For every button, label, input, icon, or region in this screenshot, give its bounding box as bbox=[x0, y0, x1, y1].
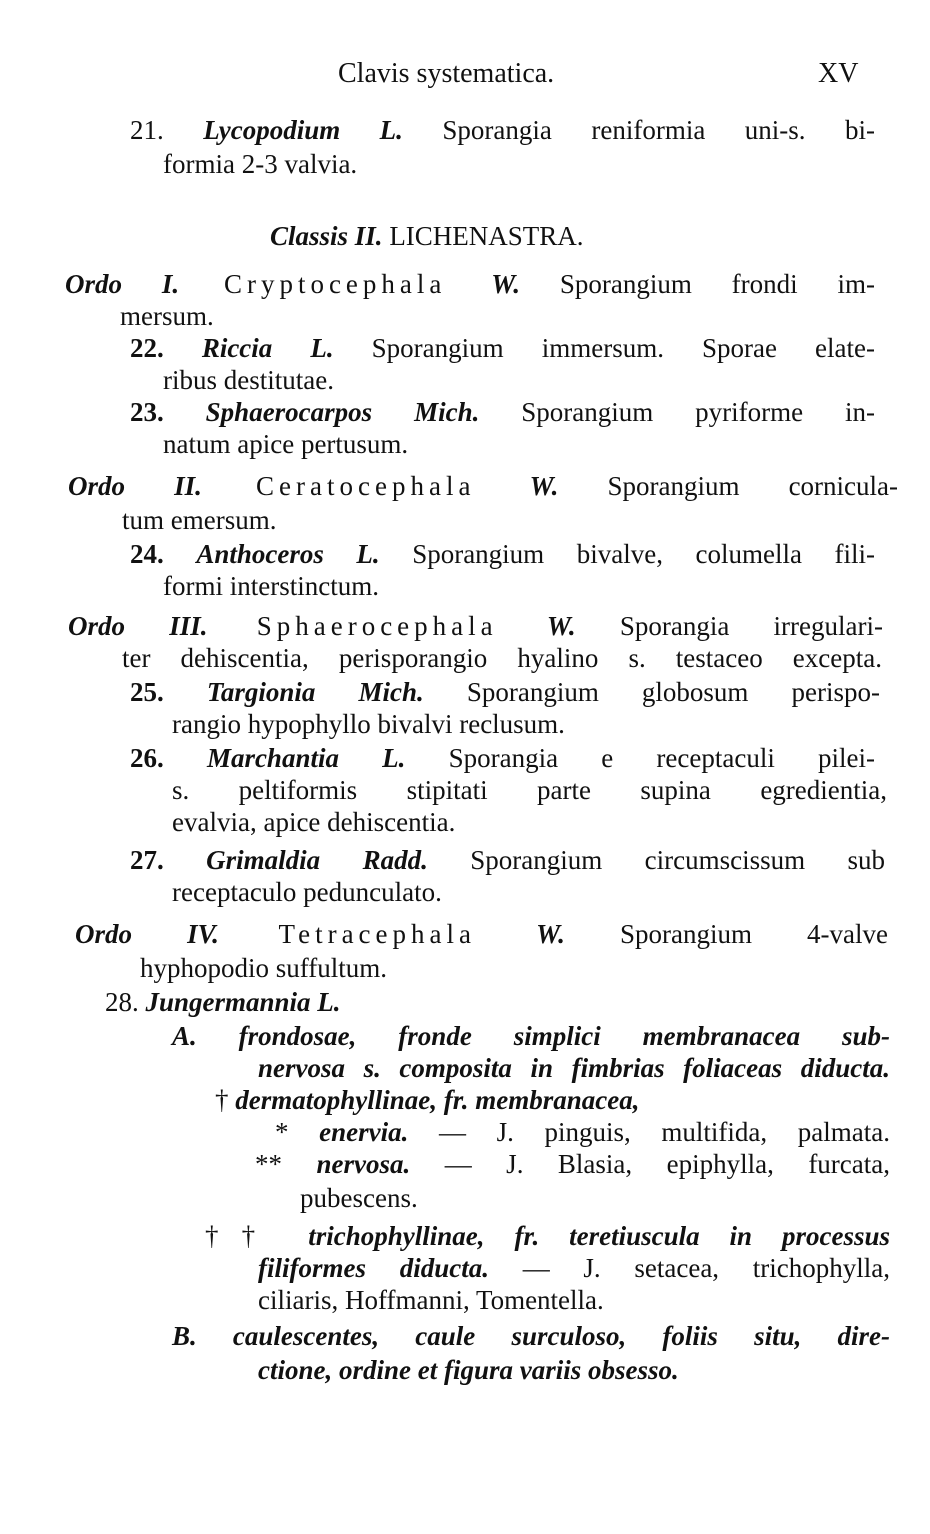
italic-text: trichophyllinae, fr. teretiuscula in processus bbox=[308, 1221, 891, 1251]
italic-text: ctione, ordine et figura variis obsesso. bbox=[258, 1355, 679, 1385]
text-span: natum apice pertusum. bbox=[163, 429, 409, 459]
text-span: † bbox=[215, 1085, 236, 1115]
text-span: Sporangium circumscissum sub bbox=[427, 845, 885, 875]
text-span: ciliaris, Hoffmanni, Tomentella. bbox=[258, 1285, 604, 1315]
italic-text: nervosa. bbox=[316, 1149, 411, 1179]
text-line bbox=[255, 1148, 890, 1180]
italic-text: Ordo II. bbox=[68, 471, 202, 501]
text-span: Sporangium pyriforme in- bbox=[479, 397, 876, 427]
text-line bbox=[140, 952, 387, 984]
text-span: Sporangium cornicula- bbox=[558, 471, 899, 501]
italic-text: Grimaldia Radd. bbox=[206, 845, 428, 875]
text-line bbox=[130, 538, 875, 570]
text-line bbox=[172, 1020, 890, 1052]
text-span: * bbox=[275, 1117, 320, 1147]
text-span: 24. bbox=[130, 539, 197, 569]
text-line bbox=[130, 396, 875, 428]
text-line bbox=[163, 428, 408, 460]
italic-text: A. frondosae, fronde simplici membranacea sub- bbox=[172, 1021, 890, 1051]
text-span: 27. bbox=[130, 845, 207, 875]
text-line bbox=[130, 332, 875, 364]
text-span: ribus destitutae. bbox=[163, 365, 334, 395]
text-line bbox=[258, 1052, 890, 1084]
text-span: Cryptocephala bbox=[179, 269, 492, 299]
text-line bbox=[163, 364, 334, 396]
text-line bbox=[68, 470, 898, 502]
text-span: Sporangia reniformia uni-s. bi- bbox=[402, 115, 875, 145]
text-line bbox=[172, 1320, 890, 1352]
text-span: Sphaerocephala bbox=[207, 611, 547, 641]
text-span: — J. setacea, trichophylla, bbox=[488, 1253, 890, 1283]
italic-text: Sphaerocarpos Mich. bbox=[205, 397, 480, 427]
text-line bbox=[130, 676, 880, 708]
text-span: ter dehiscentia, perisporangio hyalino s. testaceo excepta. bbox=[122, 643, 882, 673]
italic-text: Jungermannia L. bbox=[145, 987, 341, 1017]
text-span: 21. bbox=[130, 115, 204, 145]
text-line bbox=[68, 610, 883, 642]
text-span: pubescens. bbox=[300, 1183, 418, 1213]
text-span: tum emersum. bbox=[122, 505, 277, 535]
text-line bbox=[75, 918, 888, 950]
text-span: LICHENASTRA. bbox=[382, 221, 584, 251]
text-line bbox=[172, 774, 887, 806]
text-line bbox=[122, 504, 276, 536]
text-span: hyphopodio suffultum. bbox=[140, 953, 388, 983]
text-line bbox=[215, 1084, 640, 1116]
text-span: — J. Blasia, epiphylla, furcata, bbox=[410, 1149, 891, 1179]
text-line bbox=[300, 1182, 418, 1214]
text-span: s. peltiformis stipitati parte supina egredientia, bbox=[172, 775, 887, 805]
text-line bbox=[258, 1284, 604, 1316]
text-line bbox=[258, 1252, 890, 1284]
text-line bbox=[65, 268, 875, 300]
text-span: †† bbox=[205, 1221, 309, 1251]
text-line bbox=[130, 114, 875, 146]
italic-text: Riccia L. bbox=[201, 333, 334, 363]
text-line bbox=[205, 1220, 890, 1252]
text-span: Sporangium 4-valve bbox=[564, 919, 888, 949]
text-line bbox=[163, 148, 357, 180]
text-span: Sporangium frondi im- bbox=[520, 269, 875, 299]
text-span: Sporangia irregulari- bbox=[575, 611, 883, 641]
text-span: Ceratocephala bbox=[201, 471, 530, 501]
page-number: XV bbox=[818, 58, 859, 89]
text-span: Sporangia e receptaculi pilei- bbox=[405, 743, 876, 773]
text-span: 28. bbox=[105, 987, 146, 1017]
text-span: ** bbox=[255, 1149, 317, 1179]
italic-text: Lycopodium L. bbox=[203, 115, 403, 145]
text-span: 23. bbox=[130, 397, 206, 427]
text-line bbox=[105, 986, 341, 1018]
text-line bbox=[130, 742, 875, 774]
italic-text: dermatophyllinae, fr. membranacea, bbox=[235, 1085, 640, 1115]
text-line bbox=[122, 642, 882, 674]
italic-text: W. bbox=[536, 919, 565, 949]
italic-text: enervia. bbox=[319, 1117, 409, 1147]
text-span: Sporangium globosum perispo- bbox=[423, 677, 880, 707]
text-line bbox=[270, 220, 584, 252]
italic-text: W. bbox=[529, 471, 559, 501]
text-span: evalvia, apice dehiscentia. bbox=[172, 807, 456, 837]
text-span: mersum. bbox=[120, 301, 214, 331]
text-span: formia 2-3 valvia. bbox=[163, 149, 358, 179]
text-span: Sporangium immersum. Sporae elate- bbox=[333, 333, 876, 363]
italic-text: B. caulescentes, caule surculoso, foliis situ, dire- bbox=[172, 1321, 890, 1351]
italic-text: Anthoceros L. bbox=[196, 539, 380, 569]
text-line bbox=[163, 570, 379, 602]
italic-text: Ordo III. bbox=[68, 611, 208, 641]
text-span: 26. bbox=[130, 743, 207, 773]
text-line bbox=[172, 806, 455, 838]
text-span: 25. bbox=[130, 677, 207, 707]
italic-text: Ordo I. bbox=[65, 269, 180, 299]
text-line bbox=[172, 876, 442, 908]
italic-text: filiformes diducta. bbox=[258, 1253, 489, 1283]
text-span: Tetracephala bbox=[218, 919, 537, 949]
text-span: formi interstinctum. bbox=[163, 571, 379, 601]
text-line bbox=[258, 1354, 679, 1386]
text-line bbox=[120, 300, 214, 332]
text-span: Sporangium bivalve, columella fili- bbox=[379, 539, 875, 569]
text-line bbox=[275, 1116, 890, 1148]
running-header-title: Clavis systematica. bbox=[338, 58, 555, 89]
italic-text: W. bbox=[546, 611, 576, 641]
italic-text: Marchantia L. bbox=[206, 743, 406, 773]
text-span: 22. bbox=[130, 333, 202, 363]
italic-text: Classis II. bbox=[270, 221, 383, 251]
italic-text: Targionia Mich. bbox=[206, 677, 424, 707]
text-span: receptaculo pedunculato. bbox=[172, 877, 442, 907]
text-span: rangio hypophyllo bivalvi reclusum. bbox=[172, 709, 565, 739]
italic-text: Ordo IV. bbox=[75, 919, 219, 949]
text-line bbox=[172, 708, 565, 740]
italic-text: nervosa s. composita in fimbrias foliaceas diducta. bbox=[258, 1053, 890, 1083]
italic-text: W. bbox=[491, 269, 520, 299]
text-line bbox=[130, 844, 885, 876]
text-span: — J. pinguis, multifida, palmata. bbox=[408, 1117, 890, 1147]
